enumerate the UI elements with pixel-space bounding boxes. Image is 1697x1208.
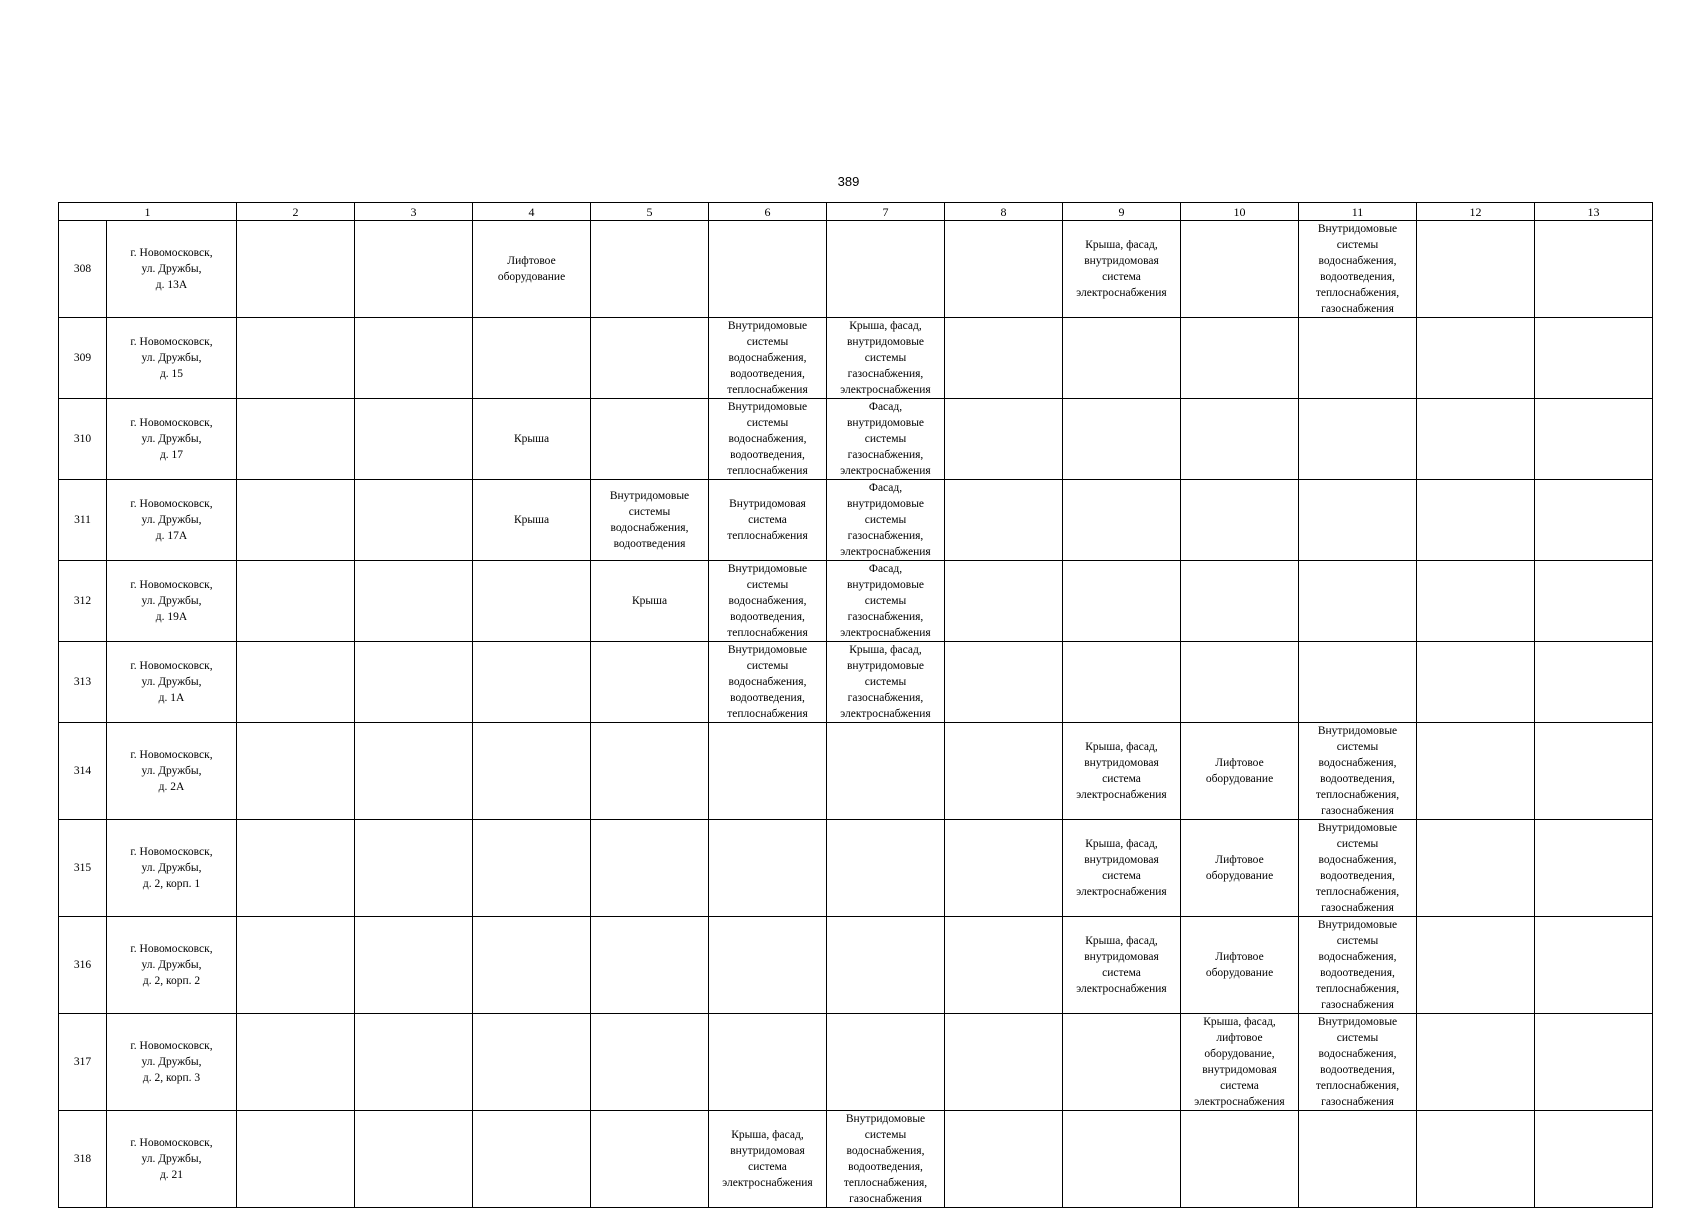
work-cell-col-11: Внутридомовые системы водоснабжения, водоотведения, теплоснабжения, газоснабжения: [1299, 723, 1417, 820]
work-cell-col-10: Крыша, фасад, лифтовое оборудование, внутридомовая система электроснабжения: [1181, 1014, 1299, 1111]
work-cell-col-13: [1535, 561, 1653, 642]
work-cell-col-11: [1299, 480, 1417, 561]
work-cell-col-9: Крыша, фасад, внутридомовая система электроснабжения: [1063, 723, 1181, 820]
work-cell-col-13: [1535, 318, 1653, 399]
work-cell-col-6: Внутридомовые системы водоснабжения, водоотведения, теплоснабжения: [709, 642, 827, 723]
work-cell-col-11: Внутридомовые системы водоснабжения, водоотведения, теплоснабжения, газоснабжения: [1299, 1014, 1417, 1111]
column-header-7: 7: [827, 203, 945, 221]
column-header-11: 11: [1299, 203, 1417, 221]
work-cell-col-2: [237, 917, 355, 1014]
table-row: [59, 1014, 1653, 1111]
work-cell-col-5: [591, 723, 709, 820]
table-row: [59, 917, 1653, 1014]
work-cell-col-5: [591, 399, 709, 480]
work-cell-col-4: [473, 917, 591, 1014]
work-cell-col-12: [1417, 917, 1535, 1014]
table-body: [59, 221, 1653, 1208]
work-cell-col-9: [1063, 642, 1181, 723]
work-cell-col-5: [591, 318, 709, 399]
work-cell-col-7: Фасад, внутридомовые системы газоснабжения, электроснабжения: [827, 399, 945, 480]
work-cell-col-13: [1535, 820, 1653, 917]
work-cell-col-9: [1063, 1014, 1181, 1111]
row-number: 313: [59, 642, 107, 723]
work-cell-col-12: [1417, 642, 1535, 723]
work-cell-col-9: Крыша, фасад, внутридомовая система электроснабжения: [1063, 820, 1181, 917]
row-number: 316: [59, 917, 107, 1014]
work-cell-col-9: [1063, 1111, 1181, 1208]
work-cell-col-6: [709, 1014, 827, 1111]
work-cell-col-6: Внутридомовые системы водоснабжения, водоотведения, теплоснабжения: [709, 318, 827, 399]
work-cell-col-10: [1181, 480, 1299, 561]
page-number: 389: [837, 174, 860, 189]
table-row: [59, 1111, 1653, 1208]
work-cell-col-2: [237, 1111, 355, 1208]
column-header-5: 5: [591, 203, 709, 221]
address-cell: г. Новомосковск, ул. Дружбы, д. 17А: [107, 480, 237, 561]
work-cell-col-10: [1181, 1111, 1299, 1208]
work-cell-col-4: [473, 820, 591, 917]
work-cell-col-6: Внутридомовые системы водоснабжения, водоотведения, теплоснабжения: [709, 399, 827, 480]
work-cell-col-8: [945, 1111, 1063, 1208]
work-cell-col-6: Внутридомовые системы водоснабжения, водоотведения, теплоснабжения: [709, 561, 827, 642]
work-cell-col-11: Внутридомовые системы водоснабжения, водоотведения, теплоснабжения, газоснабжения: [1299, 820, 1417, 917]
work-cell-col-6: [709, 723, 827, 820]
column-header-13: 13: [1535, 203, 1653, 221]
table-row: [59, 820, 1653, 917]
work-cell-col-8: [945, 318, 1063, 399]
work-cell-col-3: [355, 399, 473, 480]
work-cell-col-2: [237, 1014, 355, 1111]
work-cell-col-10: [1181, 642, 1299, 723]
work-cell-col-7: [827, 723, 945, 820]
work-cell-col-2: [237, 642, 355, 723]
work-cell-col-2: [237, 723, 355, 820]
work-cell-col-7: Фасад, внутридомовые системы газоснабжения, электроснабжения: [827, 480, 945, 561]
work-cell-col-13: [1535, 642, 1653, 723]
work-cell-col-5: [591, 820, 709, 917]
work-cell-col-5: [591, 1111, 709, 1208]
work-cell-col-3: [355, 642, 473, 723]
column-header-9: 9: [1063, 203, 1181, 221]
work-cell-col-12: [1417, 1111, 1535, 1208]
work-cell-col-3: [355, 1111, 473, 1208]
work-cell-col-6: [709, 820, 827, 917]
column-header-1: 1: [59, 203, 237, 221]
work-cell-col-10: [1181, 221, 1299, 318]
work-cell-col-12: [1417, 723, 1535, 820]
table-row: [59, 561, 1653, 642]
row-number: 310: [59, 399, 107, 480]
table-header: [59, 203, 1653, 221]
work-cell-col-11: [1299, 399, 1417, 480]
work-cell-col-3: [355, 917, 473, 1014]
address-cell: г. Новомосковск, ул. Дружбы, д. 15: [107, 318, 237, 399]
work-cell-col-12: [1417, 480, 1535, 561]
row-number: 308: [59, 221, 107, 318]
work-cell-col-9: [1063, 399, 1181, 480]
work-cell-col-4: [473, 723, 591, 820]
work-cell-col-10: [1181, 561, 1299, 642]
address-cell: г. Новомосковск, ул. Дружбы, д. 1А: [107, 642, 237, 723]
work-cell-col-8: [945, 480, 1063, 561]
work-cell-col-8: [945, 723, 1063, 820]
row-number: 309: [59, 318, 107, 399]
work-cell-col-11: [1299, 318, 1417, 399]
table-row: [59, 399, 1653, 480]
table-row: [59, 723, 1653, 820]
work-cell-col-6: [709, 917, 827, 1014]
work-cell-col-2: [237, 318, 355, 399]
work-cell-col-2: [237, 399, 355, 480]
work-cell-col-3: [355, 1014, 473, 1111]
table-row: [59, 318, 1653, 399]
work-cell-col-11: Внутридомовые системы водоснабжения, водоотведения, теплоснабжения, газоснабжения: [1299, 917, 1417, 1014]
work-cell-col-12: [1417, 221, 1535, 318]
work-cell-col-4: [473, 318, 591, 399]
work-cell-col-2: [237, 221, 355, 318]
work-cell-col-13: [1535, 723, 1653, 820]
work-cell-col-4: Лифтовое оборудование: [473, 221, 591, 318]
work-cell-col-4: [473, 561, 591, 642]
work-cell-col-4: [473, 1014, 591, 1111]
work-cell-col-12: [1417, 399, 1535, 480]
work-cell-col-11: [1299, 642, 1417, 723]
column-header-12: 12: [1417, 203, 1535, 221]
row-number: 317: [59, 1014, 107, 1111]
work-cell-col-10: [1181, 399, 1299, 480]
work-cell-col-9: Крыша, фасад, внутридомовая система электроснабжения: [1063, 917, 1181, 1014]
work-cell-col-2: [237, 480, 355, 561]
work-cell-col-5: [591, 1014, 709, 1111]
work-cell-col-7: Внутридомовые системы водоснабжения, водоотведения, теплоснабжения, газоснабжения: [827, 1111, 945, 1208]
work-cell-col-8: [945, 1014, 1063, 1111]
row-number: 312: [59, 561, 107, 642]
work-cell-col-11: [1299, 1111, 1417, 1208]
work-cell-col-7: [827, 221, 945, 318]
work-cell-col-8: [945, 642, 1063, 723]
work-cell-col-10: Лифтовое оборудование: [1181, 917, 1299, 1014]
work-cell-col-7: Крыша, фасад, внутридомовые системы газоснабжения, электроснабжения: [827, 642, 945, 723]
work-cell-col-7: [827, 1014, 945, 1111]
row-number: 315: [59, 820, 107, 917]
column-header-6: 6: [709, 203, 827, 221]
work-cell-col-6: [709, 221, 827, 318]
address-cell: г. Новомосковск, ул. Дружбы, д. 21: [107, 1111, 237, 1208]
work-cell-col-9: [1063, 480, 1181, 561]
work-cell-col-13: [1535, 480, 1653, 561]
work-cell-col-10: Лифтовое оборудование: [1181, 723, 1299, 820]
work-cell-col-2: [237, 561, 355, 642]
work-cell-col-3: [355, 221, 473, 318]
work-cell-col-6: Внутридомовая система теплоснабжения: [709, 480, 827, 561]
work-cell-col-3: [355, 561, 473, 642]
work-cell-col-7: Крыша, фасад, внутридомовые системы газоснабжения, электроснабжения: [827, 318, 945, 399]
work-cell-col-10: [1181, 318, 1299, 399]
work-cell-col-8: [945, 820, 1063, 917]
table-row: [59, 642, 1653, 723]
work-cell-col-11: [1299, 561, 1417, 642]
column-header-8: 8: [945, 203, 1063, 221]
work-cell-col-12: [1417, 820, 1535, 917]
work-cell-col-5: [591, 221, 709, 318]
address-cell: г. Новомосковск, ул. Дружбы, д. 2А: [107, 723, 237, 820]
address-cell: г. Новомосковск, ул. Дружбы, д. 13А: [107, 221, 237, 318]
work-cell-col-5: [591, 917, 709, 1014]
work-cell-col-7: [827, 917, 945, 1014]
work-cell-col-11: Внутридомовые системы водоснабжения, водоотведения, теплоснабжения, газоснабжения: [1299, 221, 1417, 318]
table-row: [59, 480, 1653, 561]
work-cell-col-9: [1063, 561, 1181, 642]
work-cell-col-13: [1535, 1111, 1653, 1208]
column-header-4: 4: [473, 203, 591, 221]
column-header-10: 10: [1181, 203, 1299, 221]
work-cell-col-4: [473, 1111, 591, 1208]
row-number: 318: [59, 1111, 107, 1208]
work-cell-col-5: Внутридомовые системы водоснабжения, водоотведения: [591, 480, 709, 561]
work-cell-col-10: Лифтовое оборудование: [1181, 820, 1299, 917]
work-cell-col-3: [355, 820, 473, 917]
work-cell-col-13: [1535, 917, 1653, 1014]
work-cell-col-12: [1417, 318, 1535, 399]
work-cell-col-4: Крыша: [473, 399, 591, 480]
work-cell-col-8: [945, 221, 1063, 318]
work-cell-col-13: [1535, 221, 1653, 318]
work-cell-col-5: Крыша: [591, 561, 709, 642]
column-header-3: 3: [355, 203, 473, 221]
work-cell-col-9: [1063, 318, 1181, 399]
address-cell: г. Новомосковск, ул. Дружбы, д. 2, корп. 2: [107, 917, 237, 1014]
work-cell-col-3: [355, 480, 473, 561]
address-cell: г. Новомосковск, ул. Дружбы, д. 2, корп. 1: [107, 820, 237, 917]
work-cell-col-8: [945, 561, 1063, 642]
work-cell-col-7: [827, 820, 945, 917]
table-row: [59, 221, 1653, 318]
work-cell-col-3: [355, 723, 473, 820]
work-cell-col-12: [1417, 561, 1535, 642]
work-cell-col-8: [945, 399, 1063, 480]
address-cell: г. Новомосковск, ул. Дружбы, д. 2, корп. 3: [107, 1014, 237, 1111]
row-number: 311: [59, 480, 107, 561]
work-cell-col-7: Фасад, внутридомовые системы газоснабжения, электроснабжения: [827, 561, 945, 642]
work-cell-col-9: Крыша, фасад, внутридомовая система электроснабжения: [1063, 221, 1181, 318]
work-cell-col-4: Крыша: [473, 480, 591, 561]
column-header-2: 2: [237, 203, 355, 221]
work-cell-col-13: [1535, 1014, 1653, 1111]
work-cell-col-3: [355, 318, 473, 399]
work-cell-col-2: [237, 820, 355, 917]
work-cell-col-5: [591, 642, 709, 723]
address-cell: г. Новомосковск, ул. Дружбы, д. 19А: [107, 561, 237, 642]
work-cell-col-13: [1535, 399, 1653, 480]
works-schedule-table: [58, 202, 1653, 1208]
work-cell-col-12: [1417, 1014, 1535, 1111]
address-cell: г. Новомосковск, ул. Дружбы, д. 17: [107, 399, 237, 480]
work-cell-col-4: [473, 642, 591, 723]
row-number: 314: [59, 723, 107, 820]
work-cell-col-8: [945, 917, 1063, 1014]
work-cell-col-6: Крыша, фасад, внутридомовая система электроснабжения: [709, 1111, 827, 1208]
